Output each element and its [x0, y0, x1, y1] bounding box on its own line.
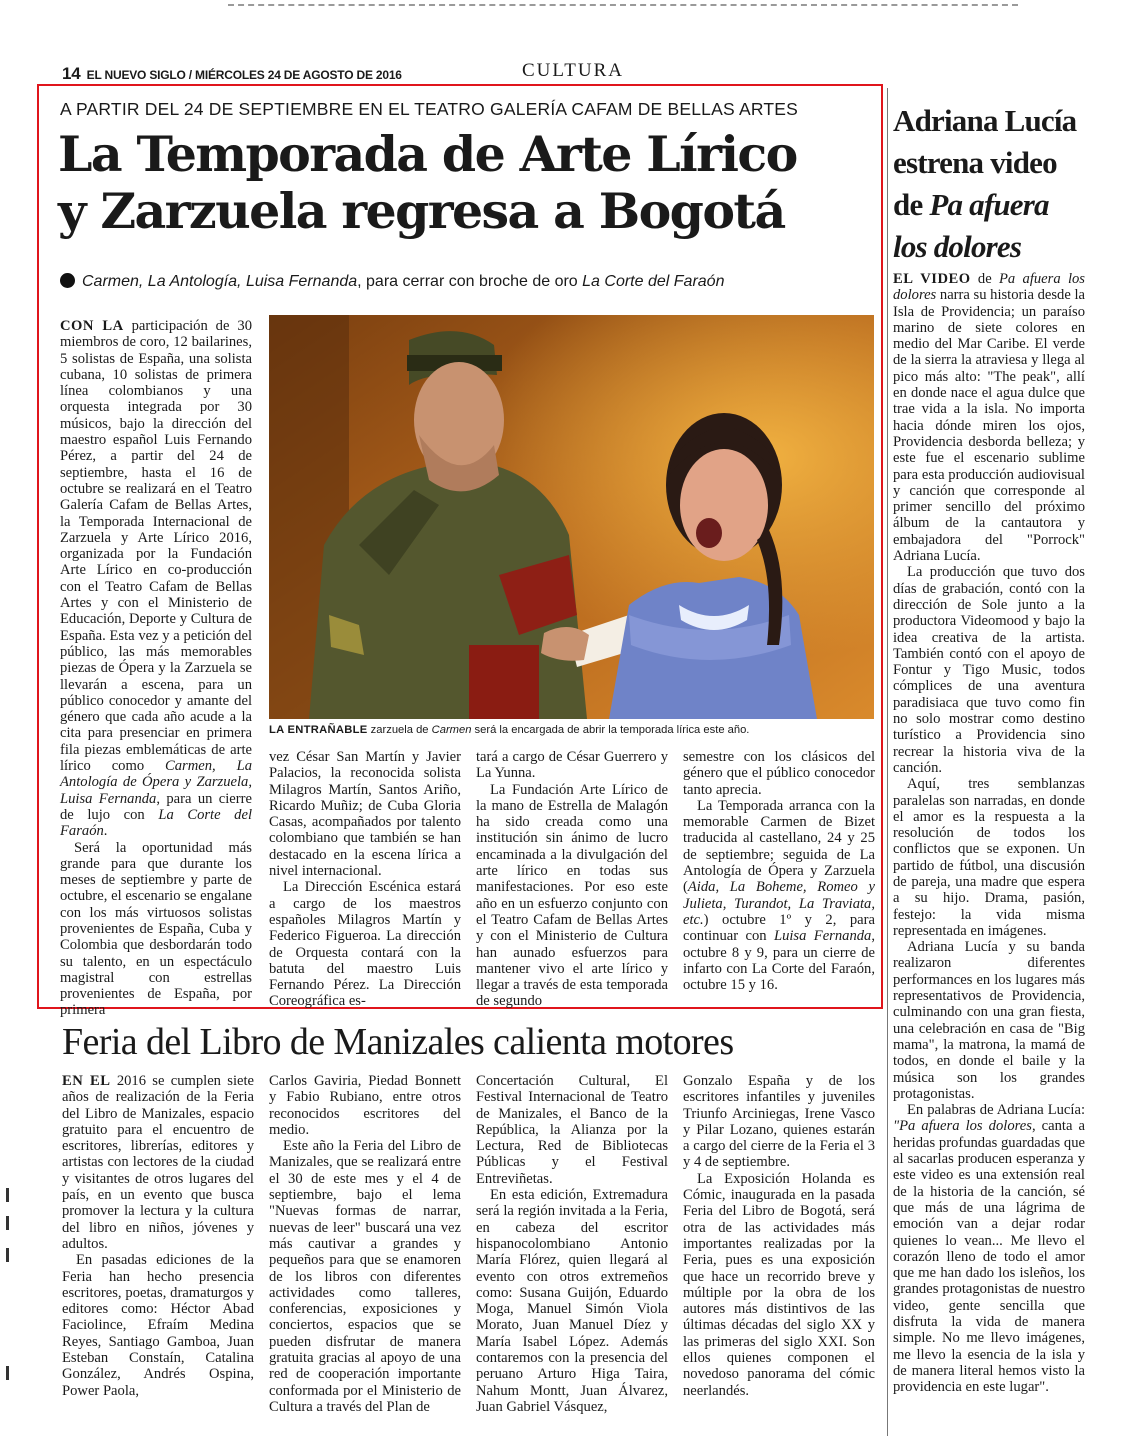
paragraph: EL VIDEO de Pa afuera los dolores narra su historia desde la Isla de Providencia; un paraíso marino de siete colores en medio del Mar Caribe. El verde de la sierra la atraviesa y llega al pico más alto: "The peak", allí en donde nace el agua dulce que trae vida a la isla. No importa hacia dónde miren los ojos, Providencia desborda belleza; y este fue el escenario sublime para esta producción audiovisual y canción que corresponde al primer sencillo del próximo álbum de la cantautora y embajadora del "Porrock" Adriana Lucía. — [893, 271, 1085, 565]
headline-line: y Zarzuela regresa a Bogotá — [58, 182, 785, 240]
deck-title: La Corte del Faraón — [582, 273, 725, 290]
article-column-1 — [60, 318, 252, 1019]
article-column-3 — [476, 749, 668, 1010]
paragraph: CON LA participación de 30 miembros de coro, 12 bailarines, 5 solistas de España, una solista cubana, 10 solistas de primera línea colombianos y una orquesta integrada por 30 músicos, bajo la dirección del maestro español Luis Fernando Pérez, a partir del 24 de septiembre, hasta el 16 de octubre se realizará en el Teatro Galería Cafam de Bellas Artes, la Temporada Internacional de Zarzuela y Arte Lírico 2016, organizada por la Fundación Arte Lírico en co-producción con el Teatro Cafam de Bellas Artes y con el Ministerio de Educación, Deporte y Cultura de España. Esta vez y a petición del público, las más memorables piezas de Ópera y la Zarzuela se llevarán a escena, para un público conocedor y amante del género que cada año acude a la cita para presenciar en primera fila piezas emblemáticas de arte lírico como Carmen, La Antología de Ópera y Zarzuela, Luisa Fernanda, para un cierre de lujo con La Corte del Faraón. — [60, 318, 252, 840]
paragraph: Concertación Cultural, El Festival Internacional de Teatro de Manizales, el Banco de la República, la Alianza por la Lectura, Red de Bibliotecas Públicas y el Festival Entreviñetas. — [476, 1073, 668, 1187]
margin-tick — [6, 1188, 9, 1202]
side-headline: Adriana Lucía estrena video de Pa afuera los dolores — [893, 103, 1077, 264]
paragraph: tará a cargo de César Guerrero y La Yunna. — [476, 749, 668, 782]
paragraph: En pasadas ediciones de la Feria han hecho presencia escritores, poetas, dramaturgos y editores como: Héctor Abad Faciolince, Efraím Medina Reyes, Santiago Gamboa, Juan Esteban Constaín, Catalina González, Andrés Ospina, Power Paola, — [62, 1252, 254, 1399]
paragraph: La Temporada arranca con la memorable Carmen de Bizet traducida al castellano, 24 y 25 de septiembre; seguida de La Antología de Ópera y Zarzuela (Aida, La Boheme, Romeo y Julieta, Turandot, La Traviata, etc.) octubre 1º y 2, para continuar con Luisa Fernanda, octubre 8 y 9, para un cierre de infarto con La Corte del Faraón, octubre 15 y 16. — [683, 797, 875, 994]
deck-text: , para cerrar con broche de oro — [357, 273, 583, 290]
lead-word: EN EL — [62, 1073, 111, 1089]
paragraph: La Fundación Arte Lírico de la mano de Estrella de Malagón ha sido creada como una institución sin ánimo de lucro encaminada a la divulgación del arte lírico en todas sus manifestaciones. Por eso este año en un esfuerzo conjunto con el Teatro Cafam de Bellas Artes y con el Ministerio de Cultura han aunado esfuerzos para mantener vivo el arte lírico y llegar a través de esta temporada de segundo — [476, 781, 668, 1010]
paragraph: La Dirección Escénica estará a cargo de los maestros españoles Milagros Martín y Federico Figueroa. La dirección de Orquesta contará con la batuta del maestro Luis Fernando Pérez. La Dirección Coreográfica es- — [269, 879, 461, 1010]
paragraph: Carlos Gaviria, Piedad Bonnett y Fabio Rubiano, entre otros reconocidos escritores del medio. — [269, 1073, 461, 1138]
headline-line: La Temporada de Arte Lírico — [58, 125, 797, 183]
article-kicker: A PARTIR DEL 24 DE SEPTIEMBRE EN EL TEATRO GALERÍA CAFAM DE BELLAS ARTES — [60, 99, 798, 119]
feria-headline: Feria del Libro de Manizales calienta motores — [62, 1021, 734, 1063]
publication-line: EL NUEVO SIGLO / MIÉRCOLES 24 DE AGOSTO DE 2016 — [86, 68, 402, 82]
paragraph: EN EL 2016 se cumplen siete años de realización de la Feria del Libro de Manizales, espacio gratuito para el encuentro de escritores, librerías, editores y artistas con lectores de la ciudad y visitantes de otros lugares del país, en un evento que busca promover la lectura y la cultura del libro en niños, jóvenes y adultos. — [62, 1073, 255, 1252]
paragraph: En esta edición, Extremadura será la región invitada a la Feria, en cabeza del escritor hispanocolombiano Antonio María Flórez, quien llegará al evento con otros extremeños como: Susana Guijón, Eduardo Moga, Manuel Simón Viola Morato, Juan Manuel Díez y María Isabel López. Además contaremos con la presencia del peruano Arturo Higa Taira, Nahum Montt, Juan Álvarez, Juan Gabriel Vásquez, — [476, 1187, 668, 1415]
feria-column-2 — [269, 1073, 461, 1415]
paragraph: semestre con los clásicos del género que el público conocedor tanto aprecia. — [683, 749, 875, 798]
paragraph: La producción que tuvo dos días de grabación, contó con la dirección de Sole junto a la productora Videomood y bajo la idea creativa de la artista. También contó con el apoyo de Fontur y Tigo Music, todos cómplices de una aventura paradisiaca que tuvo como fin no solo mostrar como destino turístico a Providencia sino recrear la historia viva de la canción. — [893, 564, 1085, 776]
feria-column-3 — [476, 1073, 668, 1415]
deck-titles: Carmen, La Antología, Luisa Fernanda — [82, 273, 358, 290]
margin-tick — [6, 1366, 9, 1380]
article-column-2 — [269, 749, 461, 1010]
caption-lead: LA ENTRAÑABLE — [269, 724, 368, 736]
feria-column-4 — [683, 1073, 875, 1399]
top-edge-rule — [228, 4, 1018, 10]
section-name: CULTURA — [522, 60, 624, 81]
article-column-4 — [683, 749, 875, 993]
margin-tick — [6, 1216, 9, 1230]
article-photo — [269, 315, 874, 719]
lead-word: CON LA — [60, 318, 124, 334]
margin-tick — [6, 1248, 9, 1262]
paragraph: La Exposición Holanda es Cómic, inaugurada en la pasada Feria del Libro de Bogotá, será otra de las actividades más importantes realizadas por la Feria, pues es una exposición que hace un recorrido breve y múltiple por la obra de los autores más distintivos de las últimas décadas del siglo XX y las primeras del siglo XXI. Son ellos quienes componen el novedoso panorama del cómic neerlandés. — [683, 1170, 875, 1399]
paragraph: Será la oportunidad más grande para que durante los meses de septiembre y parte de octubre, el escenario se engalane con los más virtuosos solistas provenientes de España, Cuba y Colombia que desbordarán todo su talento, en un espectáculo magistral con estrellas provenientes de España, por primera — [60, 839, 252, 1019]
opera-singers-photo — [269, 315, 874, 719]
paragraph: Este año la Feria del Libro de Manizales, que se realizará entre el 30 de este mes y el 4 de septiembre, bajo el lema "Nuevas formas de narrar, nuevas de leer" buscará una vez más cautivar a grandes y pequeños para que se enamoren de los libros con diferentes actividades como talleres, conferencias, exposiciones y conciertos, espacios que se pueden disfrutar de manera gratuita gracias al apoyo de una red de cooperación importante conformada por el Ministerio de Cultura a través del Plan de — [269, 1138, 461, 1415]
page-number: 14 — [62, 64, 81, 83]
feria-column-1 — [62, 1073, 254, 1399]
paragraph: En palabras de Adriana Lucía: "Pa afuera los dolores, canta a heridas profundas guardadas que al sacarlas producen esperanza y este video es una extensión real de la historia de la canción, sé que más de una lágrima de emoción van a dejar rodar quienes lo vean... Me llevo el corazón lleno de todo el amor que me han dado los isleños, los grandes protagonistas de nuestro video, gente sencilla que disfruta la vida de manera simple. No me llevo imágenes, me llevo la esencia de la isla y de manera literal hemos visto la providencia en este lugar". — [893, 1102, 1085, 1396]
paragraph: Aquí, tres semblanzas paralelas son narradas, en donde el amor es la respuesta a la resolución de todos los conflictos que se exponen. Un partido de fútbol, una discusión de pareja, una madre que espera a su hijo. Drama, pasión, festejo: la vida misma representada en imágenes. — [893, 776, 1085, 939]
folio — [62, 64, 402, 84]
column-rule — [887, 88, 888, 1436]
article-deck — [60, 273, 880, 291]
photo-caption: LA ENTRAÑABLE zarzuela de Carmen será la encargada de abrir la temporada lírica este año. — [269, 724, 750, 736]
article-headline — [58, 126, 878, 240]
side-article-body — [893, 271, 1085, 1395]
paragraph: vez César San Martín y Javier Palacios, la reconocida solista Milagros Martín, Santos Ariño, Ricardo Muñiz; de Cuba Gloria Casas, acompañados por talento colombiano que también se han destacado en la escena lírica a nivel internacional. — [269, 749, 461, 880]
paragraph: Gonzalo España y de los escritores infantiles y juveniles Triunfo Arciniegas, Irene Vasco y Pilar Lozano, quienes estarán a cargo del cierre de la Feria el 3 y 4 de septiembre. — [683, 1073, 875, 1171]
lead-word: EL VIDEO — [893, 271, 971, 287]
bullet-icon — [60, 273, 75, 288]
paragraph: Adriana Lucía y su banda realizaron diferentes performances en los lugares más representativos de Providencia, culminando con una gran fiesta, una celebración en casa de "Big mama", la matrona, la mamá de todos, en donde el baile y la música son los grandes protagonistas. — [893, 939, 1085, 1102]
